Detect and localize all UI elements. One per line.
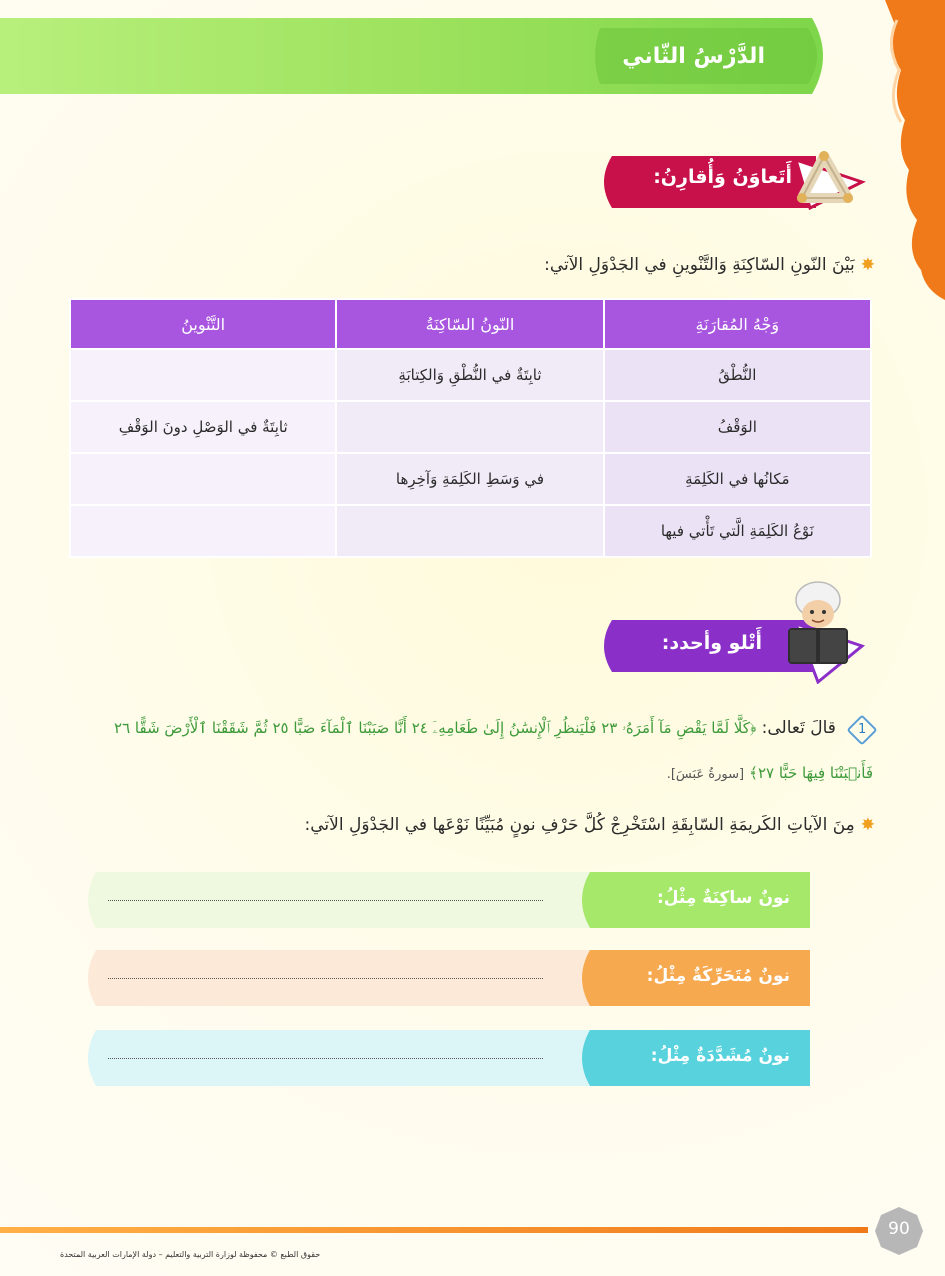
table-cell-answer[interactable] xyxy=(70,453,336,505)
star-icon: ✸ xyxy=(860,255,875,275)
table-cell-answer[interactable] xyxy=(336,401,603,453)
copyright-notice: حقوق الطبع © محفوظة لوزارة التربية والتعليم – دولة الإمارات العربية المتحدة xyxy=(60,1250,321,1259)
table-row xyxy=(70,401,871,453)
answer-label: نونٌ مُشَدَّدَةٌ مِثْلُ: xyxy=(650,1046,790,1066)
table-row xyxy=(70,453,871,505)
table-row xyxy=(70,349,871,401)
table-row xyxy=(70,505,871,557)
page-title: الدَّرْسُ الثّاني xyxy=(622,44,765,69)
cooperate-section-title: أَتَعاوَنُ وَأُقارِنُ: xyxy=(653,166,792,188)
answer-row-mushaddadah xyxy=(80,1030,810,1086)
recite-section-title: أَتْلو وأحدد: xyxy=(661,632,762,654)
instruction-extract xyxy=(305,815,875,835)
reader-avatar-icon xyxy=(782,578,852,674)
answer-row-mutaharrikah xyxy=(80,950,810,1006)
instruction-extract-text: مِنَ الآياتِ الكَريمَةِ السّابِقَةِ اسْتَخْرِجْ كُلَّ حَرْفِ نونٍ مُبَيِّنًا نَوْعَها في الجَدْوَلِ الآتي: xyxy=(304,815,855,835)
table-cell: نَوْعُ الكَلِمَةِ الَّتي تَأْتي فيها xyxy=(604,505,871,557)
verse-line-1 xyxy=(114,718,873,741)
answer-label: نونٌ مُتَحَرِّكَةٌ مِثْلُ: xyxy=(646,966,790,986)
verse-intro: قالَ تَعالى: xyxy=(761,718,836,738)
table-cell: الوَقْفُ xyxy=(604,401,871,453)
answer-input-line[interactable] xyxy=(108,978,543,979)
table-cell: في وَسَطِ الكَلِمَةِ وَآخِرِها xyxy=(336,453,603,505)
verse-line-2 xyxy=(667,763,873,782)
answer-input-line[interactable] xyxy=(108,900,543,901)
question-number-badge xyxy=(846,714,877,745)
table-cell-answer[interactable] xyxy=(70,505,336,557)
table-header-cell: النّونُ السّاكِنَةُ xyxy=(336,299,603,349)
orange-frame-decoration xyxy=(865,0,945,300)
cooperate-section-tab xyxy=(596,152,866,212)
recite-section-tab xyxy=(596,614,866,684)
instruction-compare-text: بَيْنَ النّونِ السّاكِنَةِ وَالتَّنْوينِ في الجَدْوَلِ الآتي: xyxy=(544,255,855,275)
surah-reference: [سورةُ عَبَسَ]. xyxy=(666,767,745,782)
verse-text-2: فَأَنۢبَتْنَا فِيهَا حَبًّا ٢٧﴾ xyxy=(749,764,873,782)
answer-label: نونٌ ساكِنَةٌ مِثْلُ: xyxy=(656,888,790,908)
table-cell: مَكانُها في الكَلِمَةِ xyxy=(604,453,871,505)
star-icon: ✸ xyxy=(860,815,875,835)
footer-divider xyxy=(0,1227,868,1233)
table-cell: النُّطْقُ xyxy=(604,349,871,401)
table-cell-answer[interactable] xyxy=(70,349,336,401)
verse-text-1: ﴿كَلَّا لَمَّا يَقْضِ مَآ أَمَرَهُۥ ٢٣ فَلْيَنظُرِ ٱلْإِنسَٰنُ إِلَىٰ طَعَامِهِۦٓ ٢٤ أَنَّا صَبَبْنَا ٱلْمَآءَ صَبًّا ٢٥ ثُمَّ شَقَقْنَا ٱلْأَرْضَ شَقًّا ٢٦ xyxy=(114,719,757,737)
table-cell: ثابِتَةٌ في الوَصْلِ دونَ الوَقْفِ xyxy=(70,401,336,453)
table-cell: ثابِتَةٌ في النُّطْقِ وَالكِتابَةِ xyxy=(336,349,603,401)
table-header-row xyxy=(70,299,871,349)
answer-input-line[interactable] xyxy=(108,1058,543,1059)
answer-row-sakinah xyxy=(80,872,810,928)
question-number: 1 xyxy=(857,722,867,737)
comparison-table xyxy=(69,298,872,558)
page-number: 90 xyxy=(888,1219,910,1239)
table-header-cell: وَجْهُ المُقارَنَةِ xyxy=(604,299,871,349)
instruction-compare xyxy=(544,255,875,275)
table-header-cell: التَّنْوينُ xyxy=(70,299,336,349)
table-cell-answer[interactable] xyxy=(336,505,603,557)
puzzle-triangle-icon xyxy=(792,146,856,206)
